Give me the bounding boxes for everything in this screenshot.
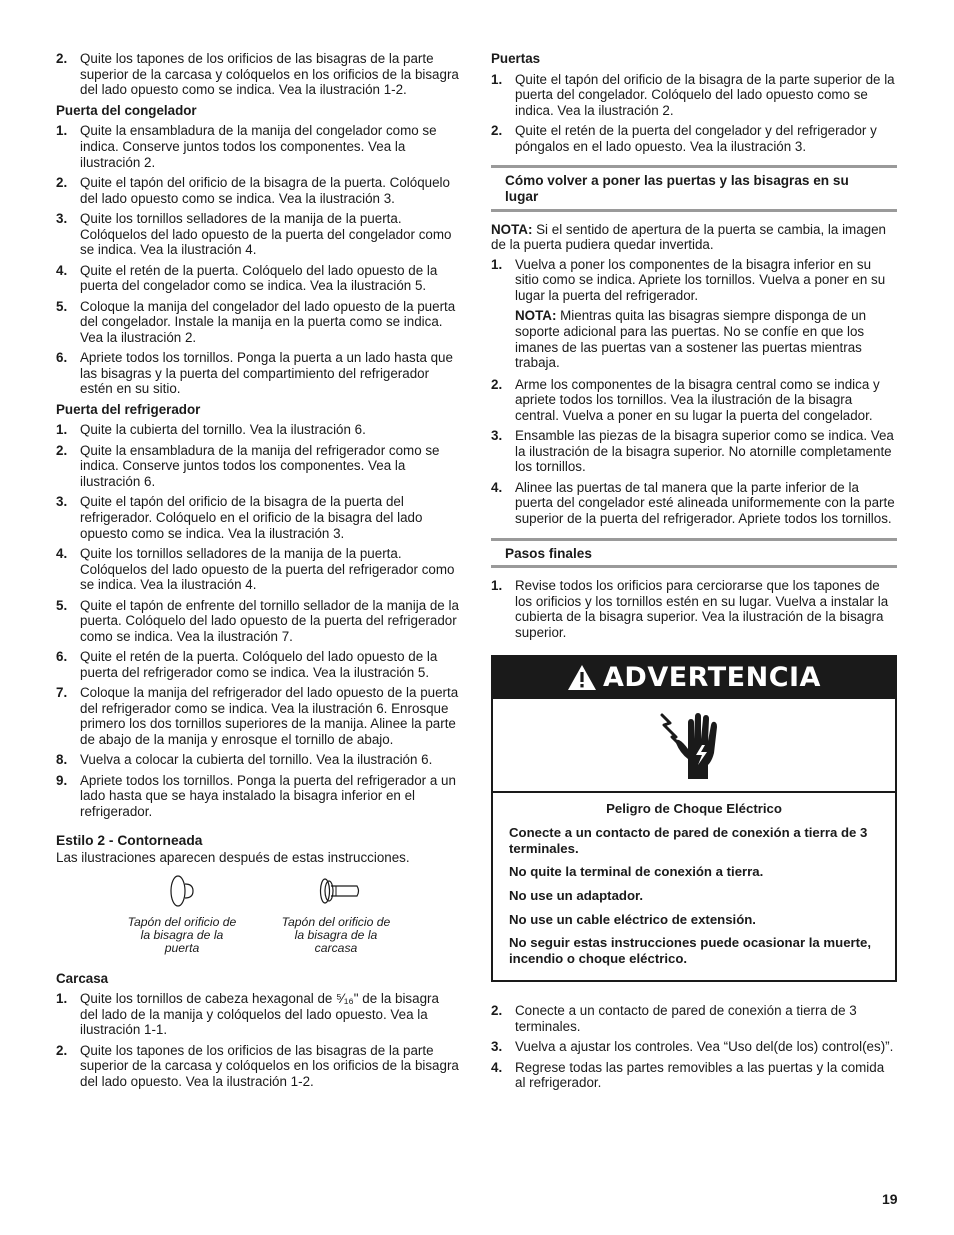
list-item	[56, 685, 460, 747]
list-item	[491, 377, 897, 424]
warning-icon-row	[493, 699, 895, 793]
hinge-plug-figures	[56, 874, 460, 966]
item-text: Quite el tapón del orificio de la bisagra de la puerta. Colóquelo del lado opuesto como se indica. Vea la ilustración 3.	[80, 174, 450, 206]
list-item	[56, 263, 460, 294]
item-number: 2.	[491, 123, 503, 139]
note-label: NOTA:	[515, 308, 557, 324]
item-text: Vuelva a poner los componentes de la bisagra inferior en su sitio como se indica. Apriete los tornillos. Vuelva a poner en su lugar la puerta del refrigerador.	[515, 256, 886, 303]
cabinet-hinge-hole-plug-icon	[318, 876, 362, 906]
item-number: 3.	[491, 1039, 503, 1055]
list-item	[56, 991, 460, 1038]
item-text: Quite la cubierta del tornillo. Vea la ilustración 6.	[80, 422, 366, 438]
style-2-intro: Las ilustraciones aparecen después de estas instrucciones.	[56, 850, 410, 866]
warning-line: No use un cable eléctrico de extensión.	[509, 911, 756, 927]
item-text: Quite el retén de la puerta. Colóquelo del lado opuesto de la puerta del refrigerador como se indica. Vea la ilustración 5.	[80, 649, 438, 680]
item-number: 2.	[56, 174, 68, 190]
item-text: Vuelva a ajustar los controles. Vea “Uso del(de los) control(es)”.	[515, 1039, 894, 1055]
item-number: 4.	[56, 262, 68, 278]
item-text: Conecte a un contacto de pared de conexión a tierra de 3 terminales.	[515, 1003, 857, 1034]
item-number: 3.	[56, 494, 68, 510]
item-text: Apriete todos los tornillos. Ponga la puerta a un lado hasta que las bisagras y la puerta del compartimiento del refrigerador estén en su sitio.	[80, 350, 453, 397]
item-number: 1.	[491, 256, 503, 272]
item-number: 4.	[491, 479, 503, 495]
list-item	[56, 752, 460, 768]
item-text: Quite el retén de la puerta del congelador y del refrigerador y póngalos en el lado opuesto. Vea la ilustración 3.	[515, 123, 877, 154]
freezer-door-heading: Puerta del congelador	[56, 102, 197, 118]
list-item	[491, 428, 897, 475]
doors-list	[491, 72, 897, 155]
support-note	[491, 308, 897, 370]
warning-hazard-title: Peligro de Choque Eléctrico	[606, 800, 782, 816]
warning-line: No quite la terminal de conexión a tierra.	[509, 864, 764, 880]
warning-line: No use un adaptador.	[509, 887, 644, 903]
item-text: Quite el tapón del orificio de la bisagra de la parte superior de la puerta del congelador. Colóquelo del lado opuesto como se indica. Vea la ilustración 2.	[515, 71, 895, 118]
item-number: 5.	[56, 298, 68, 314]
item-text: Coloque la manija del congelador del lado opuesto de la puerta del congelador. Instale la manija en la puerta como se indica. Vea la ilustración 2.	[80, 298, 456, 345]
item-text: Quite el tapón del orificio de la bisagra de la puerta del refrigerador. Colóquelo en el orificio de la bisagra del lado opuesto como se indica. Vea la ilustración 3.	[80, 494, 423, 541]
item-number: 2.	[56, 1042, 68, 1058]
item-text: Quite los tapones de los orificios de las bisagras de la parte superior de la carcasa y colóquelos en los orificios de la bisagra del lado opuesto como se indica. Vea la ilustración 1-2.	[80, 51, 459, 98]
item-number: 8.	[56, 752, 68, 768]
item-number: 1.	[56, 991, 68, 1007]
door-hinge-hole-plug-icon	[168, 874, 202, 908]
item-number: 1.	[56, 123, 68, 139]
doors-heading: Puertas	[491, 51, 541, 66]
final-steps-list	[491, 1003, 897, 1091]
item-text: Arme los componentes de la bisagra central como se indica y apriete todos los tornillos. Vea la ilustración de la bisagra central. Vuelva a poner en su lugar la puerta del congelador.	[515, 376, 880, 423]
list-item	[56, 598, 460, 645]
item-number: 7.	[56, 685, 68, 701]
warning-box	[491, 655, 897, 983]
item-text: Quite los tornillos selladores de la manija de la puerta. Colóquelos del lado opuesto de la puerta del refrigerador como se indica. Vea la ilustración 4.	[80, 546, 455, 593]
item-number: 2.	[56, 442, 68, 458]
item-number: 2.	[56, 51, 68, 66]
item-number: 3.	[491, 428, 503, 444]
page-number: 19	[882, 1191, 898, 1207]
note-text: Si el sentido de apertura de la puerta se cambia, la imagen de la puerta pudiera quedar invertida.	[491, 221, 886, 253]
item-number: 5.	[56, 597, 68, 613]
list-item	[491, 1039, 897, 1055]
item-number: 9.	[56, 772, 68, 788]
cabinet-list	[56, 991, 460, 1089]
item-text: Quite los tornillos de cabeza hexagonal de ⁵⁄₁₆" de la bisagra del lado de la manija y colóquelos del lado opuesto. Vea la ilustración 1-1.	[80, 991, 439, 1038]
fridge-door-list	[56, 422, 460, 819]
list-item	[491, 1003, 897, 1034]
list-item	[491, 480, 897, 527]
list-item	[491, 123, 897, 154]
item-number: 4.	[491, 1059, 503, 1075]
list-item	[56, 123, 460, 170]
warning-header	[493, 657, 895, 699]
right-column	[491, 51, 897, 1096]
item-number: 6.	[56, 350, 68, 366]
left-column	[56, 51, 460, 1094]
replace-note	[491, 222, 897, 253]
electric-shock-hand-icon	[658, 709, 730, 781]
item-text: Coloque la manija del refrigerador del lado opuesto de la puerta del refrigerador como se indica. Vea la ilustración 6. Enrosque primero los dos tornillos superiores de la manija. Alinee la parte de abajo de la manija y enrosque el tornillo de abajo.	[80, 685, 459, 747]
item-text: Quite el tapón de enfrente del tornillo sellador de la manija de la puerta. Colóquelo del lado opuesto de la puerta del refrigerador como se indica. Vea la ilustración 7.	[80, 597, 459, 644]
list-item	[56, 422, 460, 438]
list-item	[491, 578, 897, 640]
door-plug-caption: Tapón del orificio de la bisagra de la puerta	[127, 914, 237, 955]
fridge-door-heading: Puerta del refrigerador	[56, 401, 201, 417]
note-text: Mientras quita las bisagras siempre disponga de un soporte adicional para las puertas. No se confíe en que los imanes de las puertas van a sostener las puertas mientras trabaja.	[515, 308, 867, 371]
list-item	[56, 1043, 460, 1090]
freezer-door-list	[56, 123, 460, 396]
cabinet-plug-caption: Tapón del orificio de la bisagra de la carcasa	[281, 914, 391, 955]
list-item	[56, 299, 460, 346]
list-item	[56, 51, 460, 98]
item-text: Alinee las puertas de tal manera que la parte inferior de la puerta del congelador esté alineada uniformemente con la parte superior de la puerta del refrigerador. Apriete todos los tornillos.	[515, 479, 895, 527]
list-item	[56, 350, 460, 397]
item-text: Revise todos los orificios para cerciorarse que los tapones de los orificios y los tornillos estén en su lugar. Vuelva a instalar la cubierta de la bisagra superior. Vea la ilustración de la bisagra superior.	[515, 578, 889, 640]
item-text: Quite la ensambladura de la manija del refrigerador como se indica. Conserve juntos todos los componentes. Vea la ilustración 6.	[80, 442, 440, 490]
item-text: Quite el retén de la puerta. Colóquelo del lado opuesto de la puerta del congelador como se indica. Vea la ilustración 5.	[80, 262, 438, 294]
list-item	[56, 773, 460, 820]
list-item	[56, 494, 460, 541]
item-text: Ensamble las piezas de la bisagra superior como se indica. Vea la ilustración de la bisagra superior. No atornille completamente los tornillos.	[515, 428, 894, 475]
item-number: 2.	[491, 1003, 503, 1019]
item-text: Quite los tapones de los orificios de las bisagras de la parte superior de la carcasa y colóquelos en los orificios de la bisagra del lado opuesto. Vea la ilustración 1-2.	[80, 1042, 459, 1090]
list-item	[56, 443, 460, 490]
replace-list	[491, 377, 897, 527]
list-item	[491, 257, 897, 304]
warning-line: No seguir estas instrucciones puede ocasionar la muerte, incendio o choque eléctrico.	[509, 935, 872, 966]
warning-line: Conecte a un contacto de pared de conexión a tierra de 3 terminales.	[509, 825, 868, 856]
list-item	[491, 72, 897, 119]
item-number: 1.	[491, 578, 503, 594]
list-item	[56, 649, 460, 680]
replace-doors-section-heading: Cómo volver a poner las puertas y las bisagras en su lugar	[491, 165, 897, 211]
item-text: Apriete todos los tornillos. Ponga la puerta del refrigerador a un lado hasta que se haya instalado la bisagra inferior en el refrigerador.	[80, 772, 456, 819]
item-number: 6.	[56, 649, 68, 665]
item-number: 1.	[491, 71, 503, 87]
list-item	[56, 211, 460, 258]
final-steps-section-heading: Pasos finales	[491, 538, 897, 569]
warning-title: ADVERTENCIA	[603, 661, 821, 693]
list-item	[491, 1060, 897, 1091]
item-text: Vuelva a colocar la cubierta del tornillo. Vea la ilustración 6.	[80, 752, 433, 768]
style-2-title: Estilo 2 - Contorneada	[56, 833, 203, 849]
item-text: Quite los tornillos selladores de la manija de la puerta. Colóquelos del lado opuesto de la puerta del congelador como se indica. Vea la ilustración 4.	[80, 210, 452, 258]
item-text: Quite la ensambladura de la manija del congelador como se indica. Conserve juntos todos los componentes. Vea la ilustración 2.	[80, 123, 437, 170]
list-item	[56, 175, 460, 206]
item-number: 4.	[56, 546, 68, 561]
list-item	[56, 546, 460, 593]
item-text: Regrese todas las partes removibles a las puertas y la comida al refrigerador.	[515, 1059, 885, 1091]
cabinet-heading: Carcasa	[56, 970, 109, 986]
item-number: 2.	[491, 376, 503, 392]
warning-triangle-icon	[567, 664, 597, 691]
warning-body	[493, 793, 895, 981]
item-number: 3.	[56, 210, 68, 226]
note-label: NOTA:	[491, 221, 533, 237]
item-number: 1.	[56, 422, 68, 438]
